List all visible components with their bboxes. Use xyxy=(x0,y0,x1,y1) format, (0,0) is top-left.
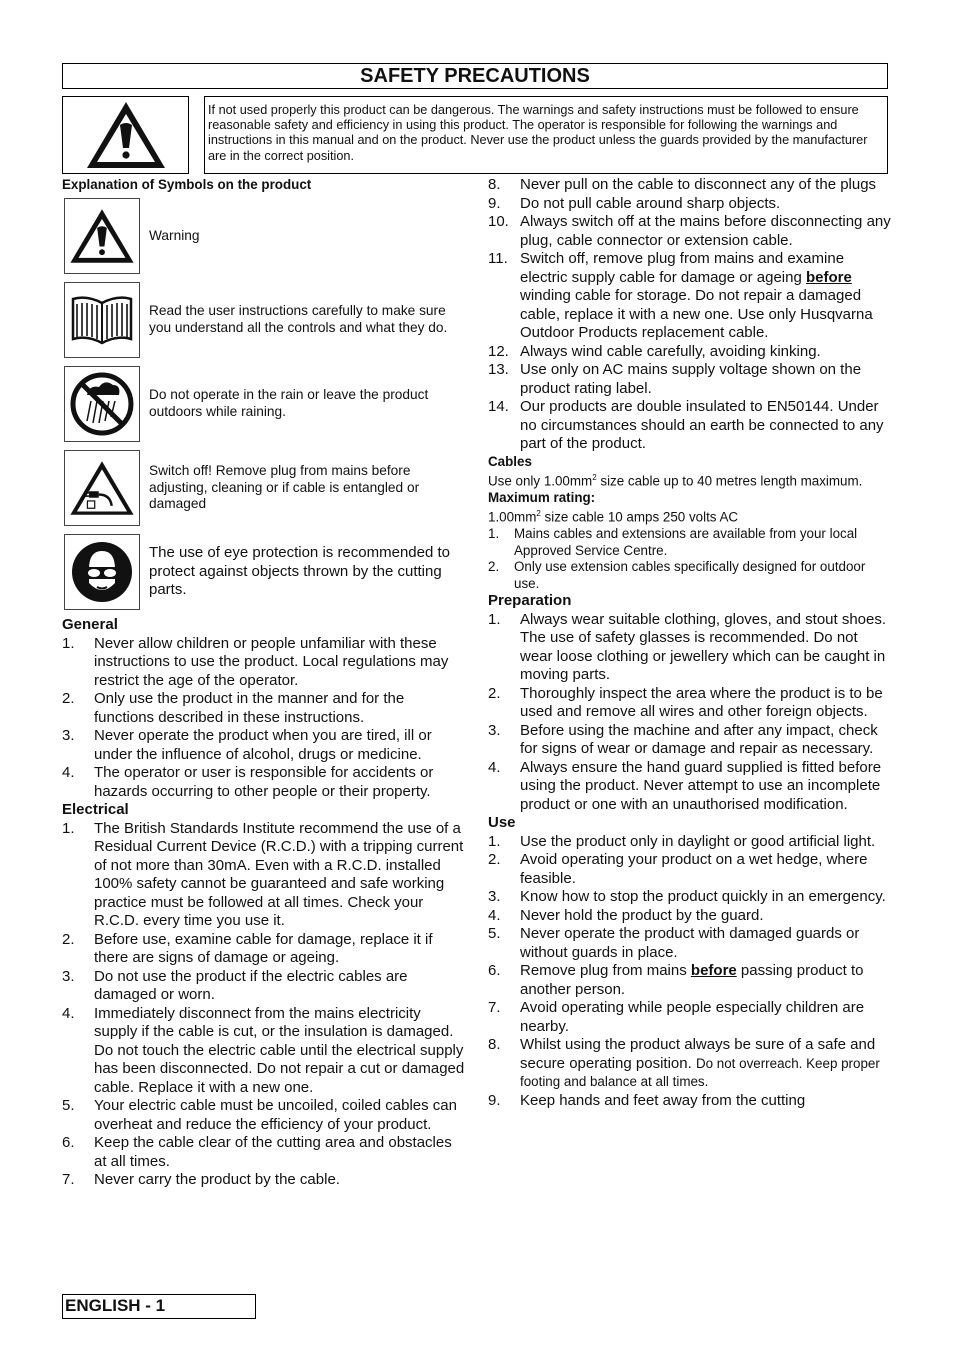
list-item: 2. Only use extension cables specifically designed for outdoor use. xyxy=(488,559,866,591)
left-column xyxy=(62,176,466,1190)
emphasis-before: before xyxy=(806,268,852,286)
electrical-list-part1 xyxy=(62,820,466,1190)
title-box xyxy=(62,63,888,89)
symbol-row-instructions xyxy=(62,278,466,362)
electrical-list-part2 xyxy=(488,176,892,454)
use-list xyxy=(488,833,892,1111)
section-heading-cables: Cables xyxy=(488,453,532,469)
list-item: 6. Keep the cable clear of the cutting area and obstacles at all times. xyxy=(62,1134,452,1170)
cables-list xyxy=(488,526,892,592)
right-column xyxy=(488,176,892,1110)
list-item: 13. Use only on AC mains supply voltage shown on the product rating label. xyxy=(488,361,862,397)
page-footer: ENGLISH - 1 xyxy=(62,1294,256,1319)
warning-triangle-icon xyxy=(64,198,140,274)
list-item: 3. Never operate the product when you are tired, ill or under the influence of alcohol, drugs or medicine. xyxy=(62,727,432,763)
list-item: 1. Never allow children or people unfamiliar with these instructions to use the product. Local regulations may restrict the age of the operator. xyxy=(62,634,449,689)
list-item: 9. Do not pull cable around sharp objects. xyxy=(488,194,781,212)
eye-protection-icon xyxy=(64,534,140,610)
list-item: 1. The British Standards Institute recommend the use of a Residual Current Device (R.C.D.) with a tripping current of not more than 30mA. Even with a R.C.D. installed 100% safety cannot be guaranteed and safe working practice must be followed at all times. Check your R.C.D. every time you use it. xyxy=(62,819,464,929)
list-item: 2. Thoroughly inspect the area where the product is to be used and remove all wires and other foreign objects. xyxy=(488,684,883,721)
symbol-row-warning xyxy=(62,194,466,278)
cables-text: Use only $1.00mm^2$ size cable up to 40 metres length maximum. xyxy=(488,473,863,489)
list-item: 2. Only use the product in the manner and for the functions described in these instructions. xyxy=(62,690,405,726)
list-item: 8. Whilst using the product always be sure of a safe and secure operating position. Do not overreach. Keep proper footing and balance at all times. xyxy=(488,1036,880,1090)
section-heading-preparation: Preparation xyxy=(488,592,572,610)
symbol-row-rain xyxy=(62,362,466,446)
list-item: 12. Always wind cable carefully, avoiding kinking. xyxy=(488,342,821,360)
list-item: 5. Never operate the product with damaged guards or without guards in place. xyxy=(488,925,860,961)
no-rain-icon xyxy=(64,366,140,442)
general-list xyxy=(62,635,466,802)
symbol-text: The use of eye protection is recommended to protect against objects thrown by the cutting parts. xyxy=(149,544,450,599)
list-item: 1. Mains cables and extensions are available from your local Approved Service Centre. xyxy=(488,526,858,558)
list-item: 10. Always switch off at the mains before disconnecting any plug, cable connector or extension cable. xyxy=(488,213,891,249)
symbol-text: Warning xyxy=(149,227,200,243)
preparation-list xyxy=(488,611,892,815)
list-item: 4. Never hold the product by the guard. xyxy=(488,906,764,924)
list-item: 14. Our products are double insulated to EN50144. Under no circumstances should an earth be connected to any part of the product. xyxy=(488,398,884,452)
symbol-text: Read the user instructions carefully to make sure you understand all the controls and what they do. xyxy=(149,303,448,335)
symbol-text: Switch off! Remove plug from mains before adjusting, cleaning or if cable is entangled or damaged xyxy=(149,462,420,512)
warning-icon-box xyxy=(62,96,189,174)
list-item: 4. Immediately disconnect from the mains electricity supply if the cable is cut, or the insulation is damaged. Do not touch the electric cable until the electrical supply has been disconnected. Do not repair a cut or damaged cable. Replace it with a new one. xyxy=(62,1004,465,1096)
list-item: 3. Know how to stop the product quickly in an emergency. xyxy=(488,888,886,906)
section-heading-use: Use xyxy=(488,814,516,832)
unplug-warning-icon xyxy=(64,450,140,526)
list-item: 7. Never carry the product by the cable. xyxy=(62,1171,340,1188)
symbols-heading: Explanation of Symbols on the product xyxy=(62,177,312,192)
maximum-rating-text: $1.00mm^2$ size cable 10 amps 250 volts AC xyxy=(488,509,739,525)
symbol-row-unplug xyxy=(62,446,466,530)
cables-section xyxy=(488,454,892,593)
list-item: 5. Your electric cable must be uncoiled, coiled cables can overheat and reduce the efficiency of your product. xyxy=(62,1097,457,1133)
list-item: 8. Never pull on the cable to disconnect any of the plugs xyxy=(488,176,877,193)
list-item: 1. Always wear suitable clothing, gloves, and stout shoes. The use of safety glasses is recommended. Do not wear loose clothing or jewellery which can be caught in moving parts. xyxy=(488,610,887,684)
warning-triangle-icon xyxy=(84,99,168,171)
section-heading-electrical: Electrical xyxy=(62,801,129,818)
maximum-rating-heading: Maximum rating: xyxy=(488,489,596,505)
list-item: 4. Always ensure the hand guard supplied is fitted before using the product. Never attempt to use an incomplete product or one with an unauthorised modification. xyxy=(488,758,882,813)
list-item: 3. Do not use the product if the electric cables are damaged or worn. xyxy=(62,967,408,1003)
list-item: 1. Use the product only in daylight or good artificial light. xyxy=(488,832,876,850)
section-heading-general: General xyxy=(62,616,118,633)
list-item: 9. Keep hands and feet away from the cutting xyxy=(488,1091,806,1109)
list-item: 6. Remove plug from mains before passing product to another person. xyxy=(488,962,864,998)
emphasis-before: before xyxy=(690,962,737,980)
symbol-text: Do not operate in the rain or leave the product outdoors while raining. xyxy=(149,387,429,419)
list-item: 11. Switch off, remove plug from mains and examine electric supply cable for damage or ageing before winding cable for storage. Do not repair a damaged cable, replace it with a new one. Use only Husqvarna Outdoor Products replacement cable. xyxy=(488,250,873,341)
list-item: 7. Avoid operating while people especially children are nearby. xyxy=(488,999,865,1035)
list-item: 2. Avoid operating your product on a wet hedge, where feasible. xyxy=(488,851,868,887)
list-item: 2. Before use, examine cable for damage, replace it if there are signs of damage or ageing. xyxy=(62,930,433,966)
instruction-book-icon xyxy=(64,282,140,358)
symbol-row-eye-protection xyxy=(62,530,466,614)
intro-warning-text: If not used properly this product can be dangerous. The warnings and safety instructions must be followed to ensure reasonable safety and efficiency in using this product. The operator is responsible for following the warnings and instructions in this manual and on the product. Never use the product unless the guards provided by the manufacturer are in the correct position. xyxy=(204,96,888,174)
list-item: 4. The operator or user is responsible for accidents or hazards occurring to other people or their property. xyxy=(62,764,434,800)
page-title: SAFETY PRECAUTIONS xyxy=(360,65,590,87)
list-item: 3. Before using the machine and after any impact, check for signs of wear or damage and repair as necessary. xyxy=(488,721,878,758)
